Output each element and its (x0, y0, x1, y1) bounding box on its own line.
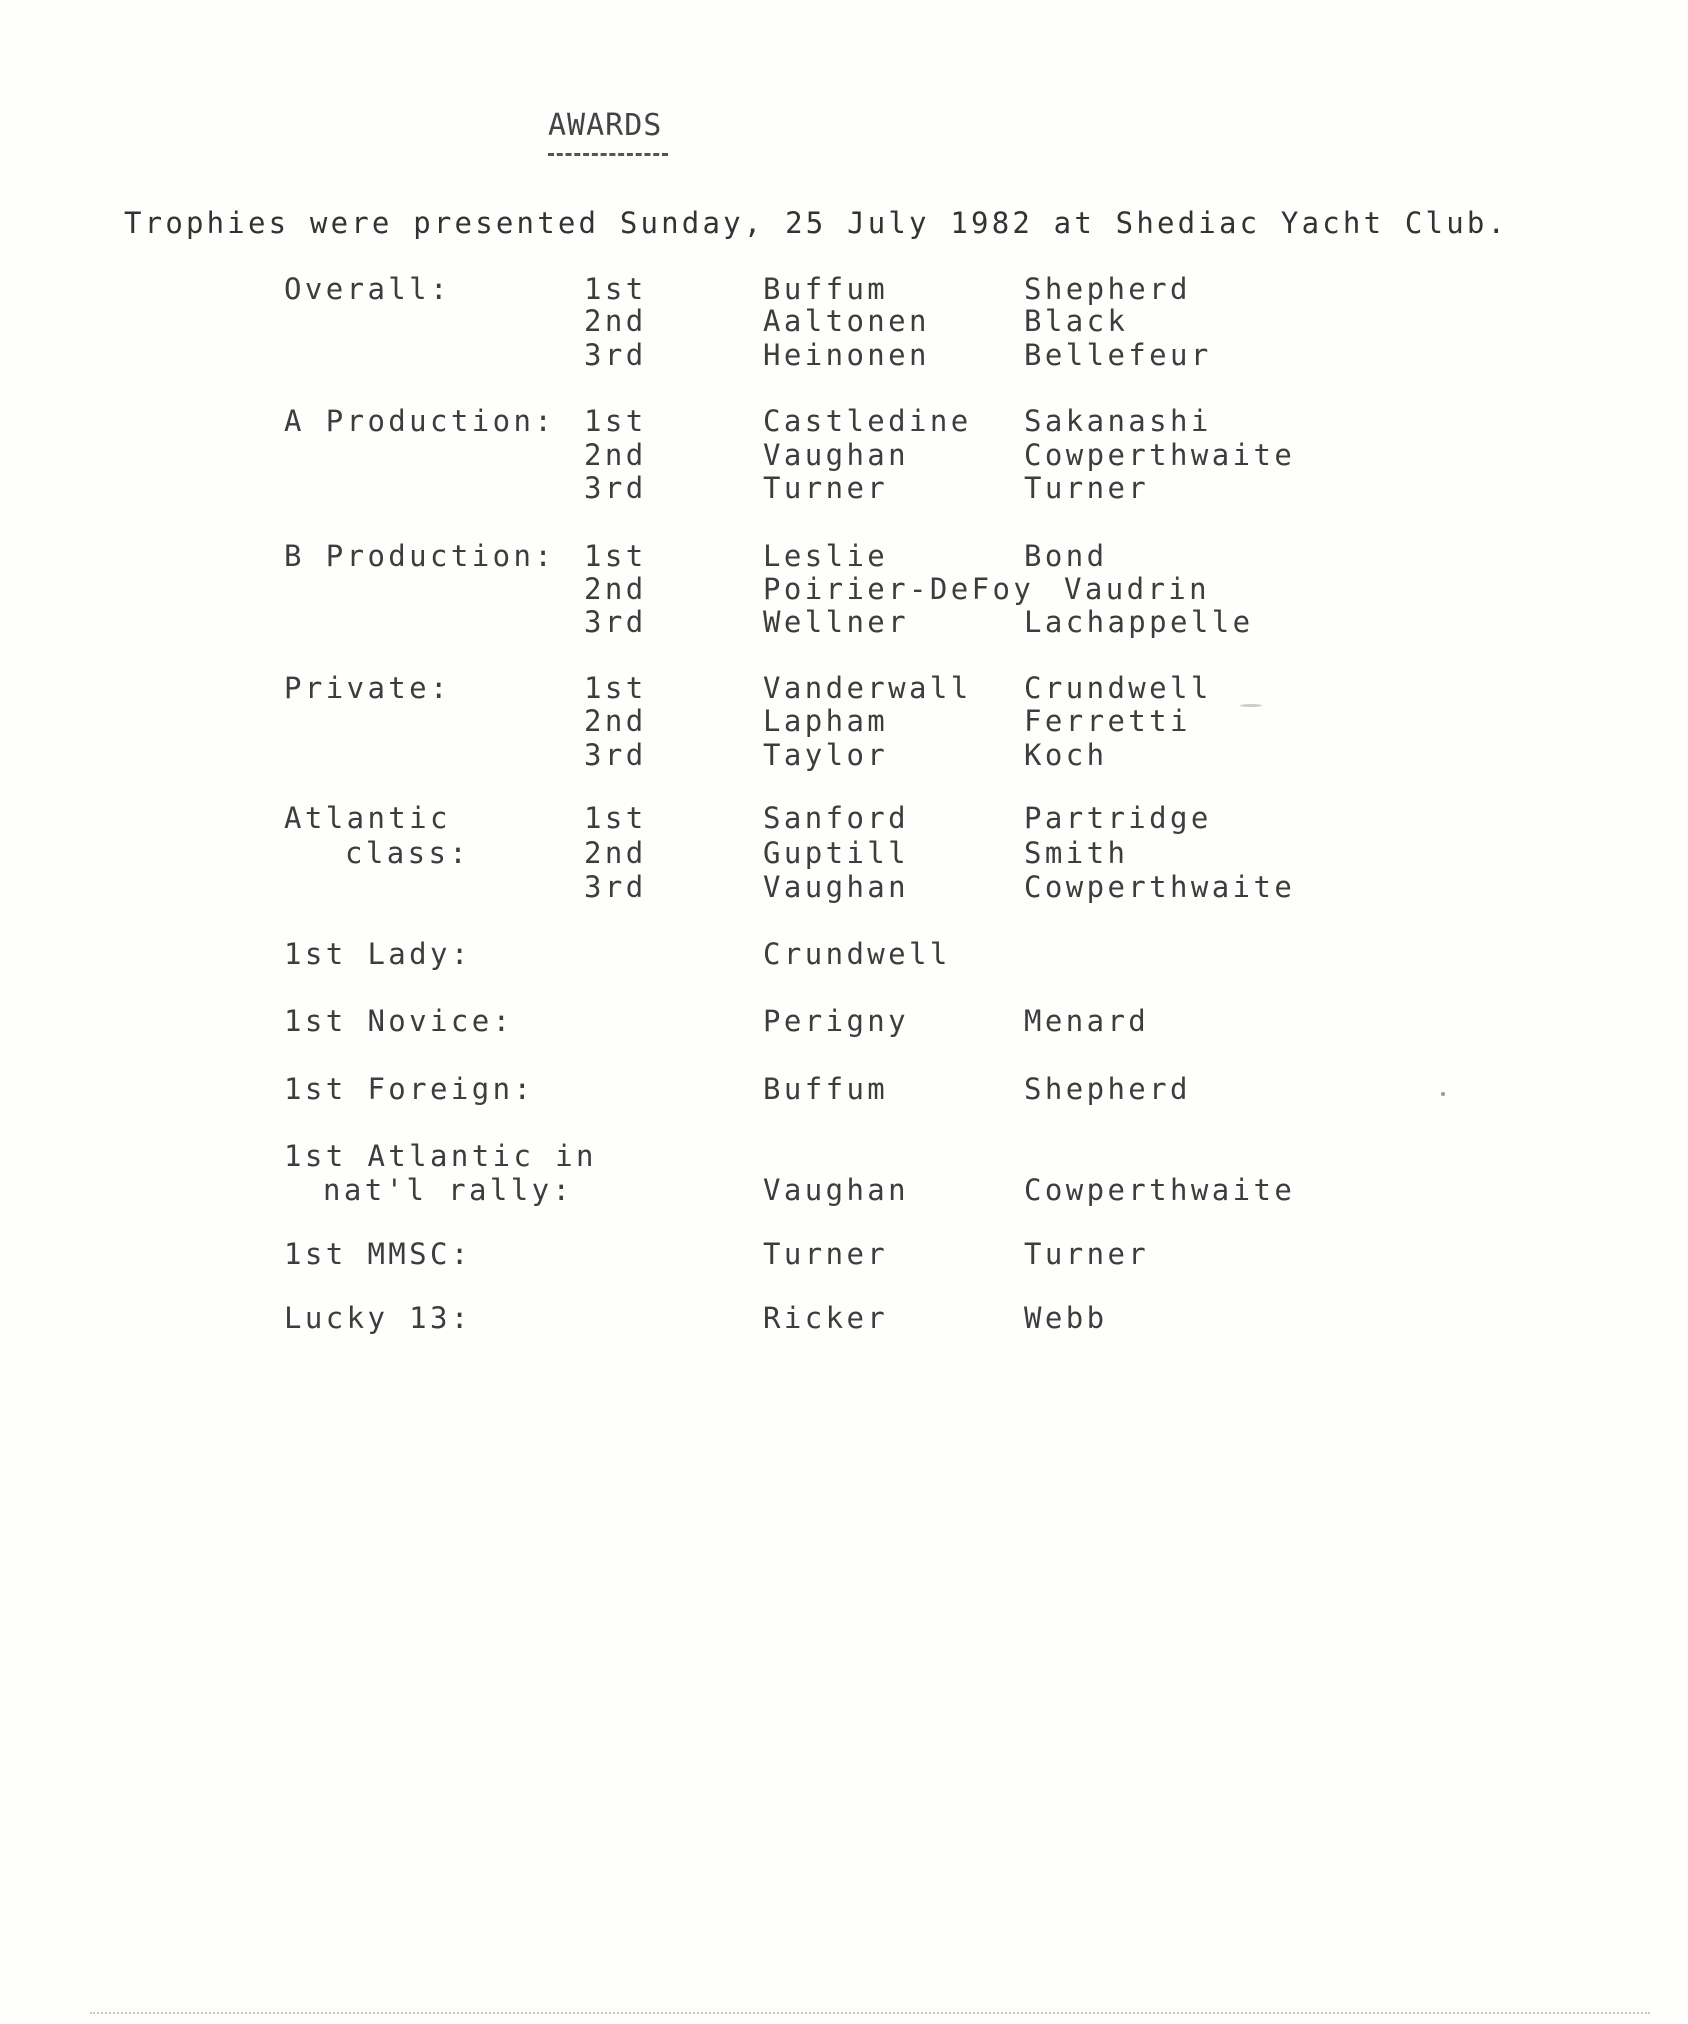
award-label-1st-mmsc: 1st MMSC: (284, 1237, 472, 1271)
winner-name-1: Leslie (763, 539, 889, 573)
winner-name-2: Turner (1024, 471, 1150, 505)
winner-name-1: Perigny (763, 1004, 910, 1038)
scan-smudge (1240, 704, 1262, 707)
category-label-a-production: A Production: (284, 404, 556, 438)
category-label-atlantic: Atlantic (284, 801, 451, 835)
award-label-1st-atlantic: 1st Atlantic in (284, 1139, 597, 1173)
place-label: 1st (584, 404, 647, 438)
place-label: 2nd (584, 836, 647, 870)
place-label: 3rd (584, 870, 647, 904)
place-label: 1st (584, 671, 647, 705)
place-label: 2nd (584, 704, 647, 738)
winner-name-2: Smith (1024, 836, 1129, 870)
winner-name-1: Turner (763, 471, 889, 505)
winner-name-1: Vaughan (763, 870, 910, 904)
winner-name-2: Lachappelle (1024, 605, 1254, 639)
category-label-overall: Overall: (284, 272, 451, 306)
category-label-b-production: B Production: (284, 539, 556, 573)
winner-name-2: Cowperthwaite (1024, 870, 1296, 904)
winner-name-2: Black (1024, 304, 1129, 338)
winner-name-1: Wellner (763, 605, 910, 639)
winner-name-1: Crundwell (763, 937, 951, 971)
award-label-lucky-13: Lucky 13: (284, 1301, 472, 1335)
winner-name-2: Shepherd (1024, 1072, 1191, 1106)
place-label: 3rd (584, 738, 647, 772)
page-title: AWARDS (548, 108, 663, 143)
winner-name-1: Heinonen (763, 338, 930, 372)
category-label-private: Private: (284, 671, 451, 705)
place-label: 3rd (584, 471, 647, 505)
winner-name-1: Sanford (763, 801, 910, 835)
winner-name-2: Turner (1024, 1237, 1150, 1271)
winner-name-1: Buffum (763, 1072, 889, 1106)
winner-name-2: Ferretti (1024, 704, 1191, 738)
winner-name-1: Ricker (763, 1301, 889, 1335)
winner-name-2: Webb (1024, 1301, 1108, 1335)
winner-name-2: Shepherd (1024, 272, 1191, 306)
winner-name-1: Lapham (763, 704, 889, 738)
place-label: 2nd (584, 438, 647, 472)
winner-name-1: Turner (763, 1237, 889, 1271)
winner-name-1: Guptill (763, 836, 910, 870)
winner-name-1: Aaltonen (763, 304, 930, 338)
winner-name-2: Crundwell (1024, 671, 1212, 705)
place-label: 2nd (584, 304, 647, 338)
award-label-1st-foreign: 1st Foreign: (284, 1072, 535, 1106)
place-label: 1st (584, 272, 647, 306)
winner-name-2: Bellefeur (1024, 338, 1212, 372)
winner-name-2: Bond (1024, 539, 1108, 573)
winner-name-1: Taylor (763, 738, 889, 772)
winner-name-1: Vaughan (763, 1173, 910, 1207)
place-label: 2nd (584, 572, 647, 606)
winner-name-2: Vaudrin (1064, 572, 1211, 606)
place-label: 1st (584, 801, 647, 835)
category-label-atlantic-line2: class: (345, 836, 471, 870)
place-label: 3rd (584, 338, 647, 372)
winner-name-1: Vaughan (763, 438, 910, 472)
winner-name-2: Cowperthwaite (1024, 438, 1296, 472)
winner-name-1: Poirier-DeFoy (763, 572, 1035, 606)
place-label: 3rd (584, 605, 647, 639)
title-underline (548, 153, 668, 156)
award-label-1st-lady: 1st Lady: (284, 937, 472, 971)
winner-name-2: Menard (1024, 1004, 1150, 1038)
award-label-1st-atlantic-line2: nat'l rally: (323, 1173, 574, 1207)
award-label-1st-novice: 1st Novice: (284, 1004, 514, 1038)
intro-text: Trophies were presented Sunday, 25 July 1982 at Shediac Yacht Club. (124, 206, 1509, 240)
place-label: 1st (584, 539, 647, 573)
winner-name-2: Koch (1024, 738, 1108, 772)
winner-name-2: Sakanashi (1024, 404, 1212, 438)
winner-name-2: Partridge (1024, 801, 1212, 835)
scan-edge-line (90, 2012, 1650, 2014)
winner-name-2: Cowperthwaite (1024, 1173, 1296, 1207)
scan-speck (1441, 1092, 1445, 1096)
winner-name-1: Castledine (763, 404, 972, 438)
winner-name-1: Buffum (763, 272, 889, 306)
winner-name-1: Vanderwall (763, 671, 972, 705)
